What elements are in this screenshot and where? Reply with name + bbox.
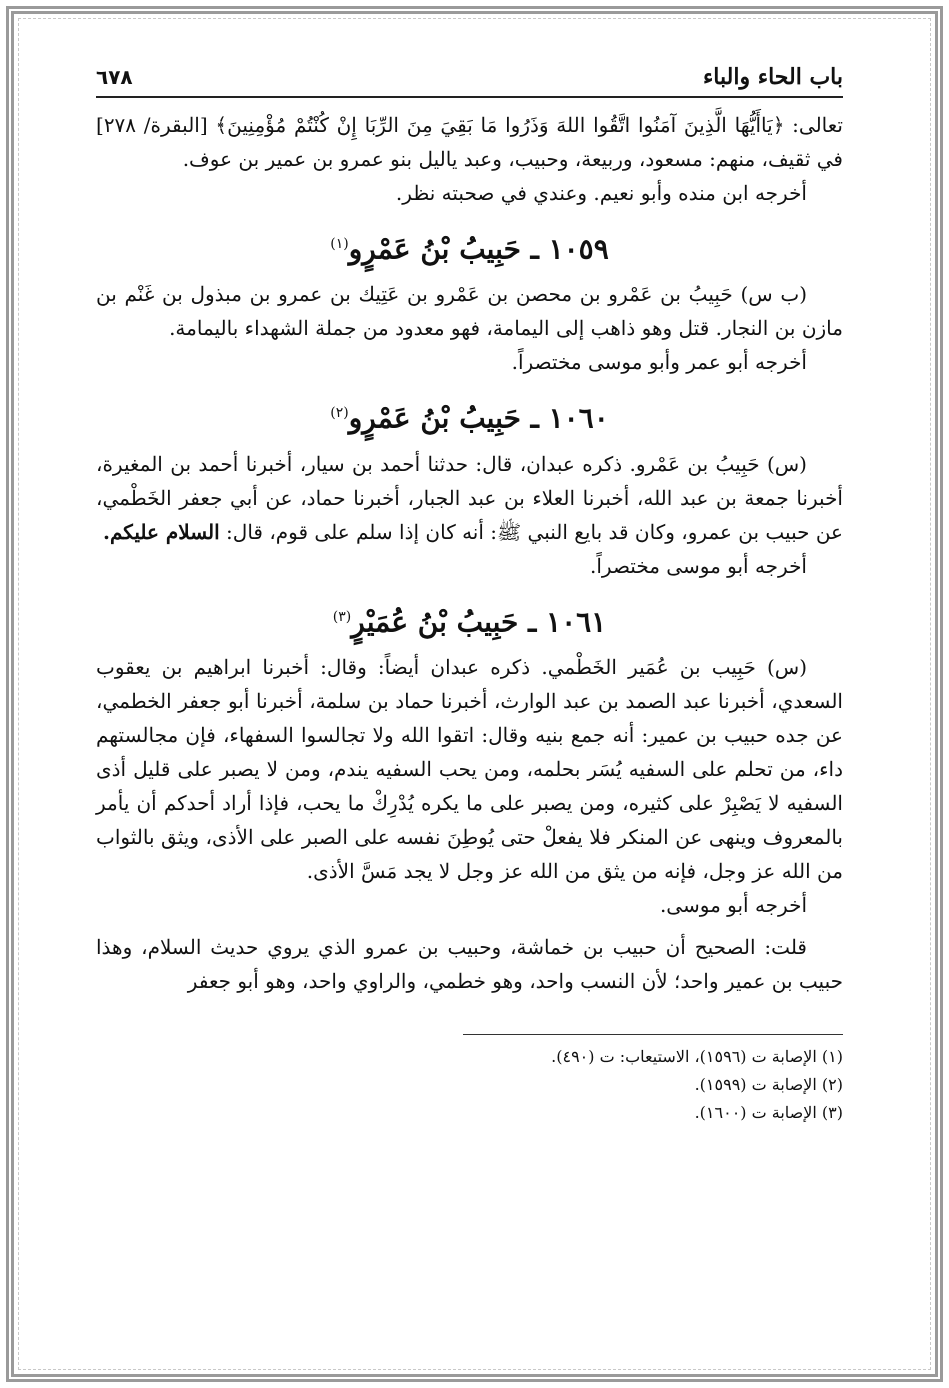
bold-salutation: السلام عليكم. (103, 519, 220, 544)
paragraph-source-note: أخرجه ابن منده وأبو نعيم. وعندي في صحبته نظر. (395, 181, 807, 205)
entry-title-text: ١٠٥٩ ـ حَبِيبُ بْنُ عَمْرٍو (348, 232, 609, 266)
running-header (96, 64, 843, 98)
paragraph-entry-1060 (96, 447, 843, 549)
footnote-marker: (٢) (330, 405, 349, 422)
footnote-marker: (١) (330, 236, 349, 252)
footnotes (463, 1034, 843, 1127)
entry-title-text: ١٠٦١ ـ حَبِيبُ بْنُ عُمَيْرٍ (351, 604, 607, 638)
paragraph-commentary: قلت: الصحيح أن حبيب بن خماشة، وحبيب بن عمرو الذي يروي حديث السلام، وهذا حبيب بن عمير واحد؛ لأن النسب واحد، وهو خطمي، والراوي واحد، وهو أبو جعفر (96, 934, 843, 993)
entry-title-1059 (96, 222, 843, 271)
running-title: باب الحاء والباء (702, 64, 843, 90)
paragraph-entry-1061: (س) حَبِيب بن عُمَير الخَطْمي. ذكره عبدان أيضاً: وقال: أخبرنا ابراهيم بن يعقوب السعدي، أخبرنا عبد الصمد بن عبد الوارث، أخبرنا حماد بن سلمة، أخبرنا أبو جعفر الخطمي، عن جده حبيب بن عمير: أنه جمع بنيه وقال: اتقوا الله ولا تجالسوا السفهاء، فإن مجالستهم داء، من تحلم على السفيه يُسَر بحلمه، ومن يحب السفيه يندم، ومن لا يصبر على قليل أذى السفيه لا يَصْبِرْ على كثيره، ومن يصبر على ما يكره يُدْرِكْ ما يحب، فإذا أراد أحدكم أن يأمر بالمعروف وينهى عن المنكر فلا يفعلْ حتى يُوطِنَ نفسه على الصبر على الأذى، ويثق بالثواب من الله عز وجل، فإنه من يثق من الله عز وجل لا يجد مَسَّ الأذى. (96, 654, 843, 883)
footnote-2: (٢) الإصابة ت (١٥٩٩). (694, 1074, 843, 1094)
paragraph-quran-verse: تعالى: ﴿يَاأَيُّهَا الَّذِينَ آمَنُوا اتَّقُوا اللهَ وَذَرُوا مَا بَقِيَ مِنَ الرِّبَا إِنْ كُنْتُمْ مُؤْمِنِينَ﴾ [البقرة/ ٢٧٨] في ثقيف، منهم: مسعود، وربيعة، وحبيب، وعبد ياليل بنو عمرو بن عمير بن عوف. (96, 113, 843, 171)
entry-title-text: ١٠٦٠ ـ حَبِيبُ بْنُ عَمْرٍو (348, 401, 609, 435)
footnote-1: (١) الإصابة ت (١٥٩٦)، الاستيعاب: ت (٤٩٠). (551, 1046, 843, 1066)
entry-title-1060 (96, 391, 843, 440)
paragraph-text: (س) حَبِيبُ بن عَمْرو. ذكره عبدان، قال: حدثنا أحمد بن سيار، أخبرنا أحمد بن المغيرة، أخبرنا جمعة بن عبد الله، أخبرنا العلاء بن عبد الجبار، أخبرنا حماد، عن أبي جعفر الخَطْمي، عن حبيب بن عمرو، وكان قد بايع النبي ﷺ: أنه كان إذا سلم على قوم، قال: (96, 451, 843, 544)
paragraph-source-note: أخرجه أبو موسى مختصراً. (590, 553, 807, 578)
entry-title-1061 (96, 595, 843, 644)
paragraph-entry-1059: (ب س) حَبِيبُ بن عَمْرو بن محصن بن عَمْرو بن عَتِيك بن عمرو بن مبذول بن غَنْم بن مازن بن النجار. قتل وهو ذاهب إلى اليمامة، فهو معدود من جملة الشهداء باليمامة. (96, 282, 843, 341)
paragraph-source-note: أخرجه أبو عمر وأبو موسى مختصراً. (511, 350, 807, 375)
footnote-marker: (٣) (332, 608, 352, 625)
paragraph-source-note: أخرجه أبو موسى. (659, 892, 807, 917)
book-page (96, 64, 843, 1127)
footnote-3: (٣) الإصابة ت (١٦٠٠). (694, 1102, 843, 1122)
page-number: ٦٧٨ (96, 65, 133, 89)
